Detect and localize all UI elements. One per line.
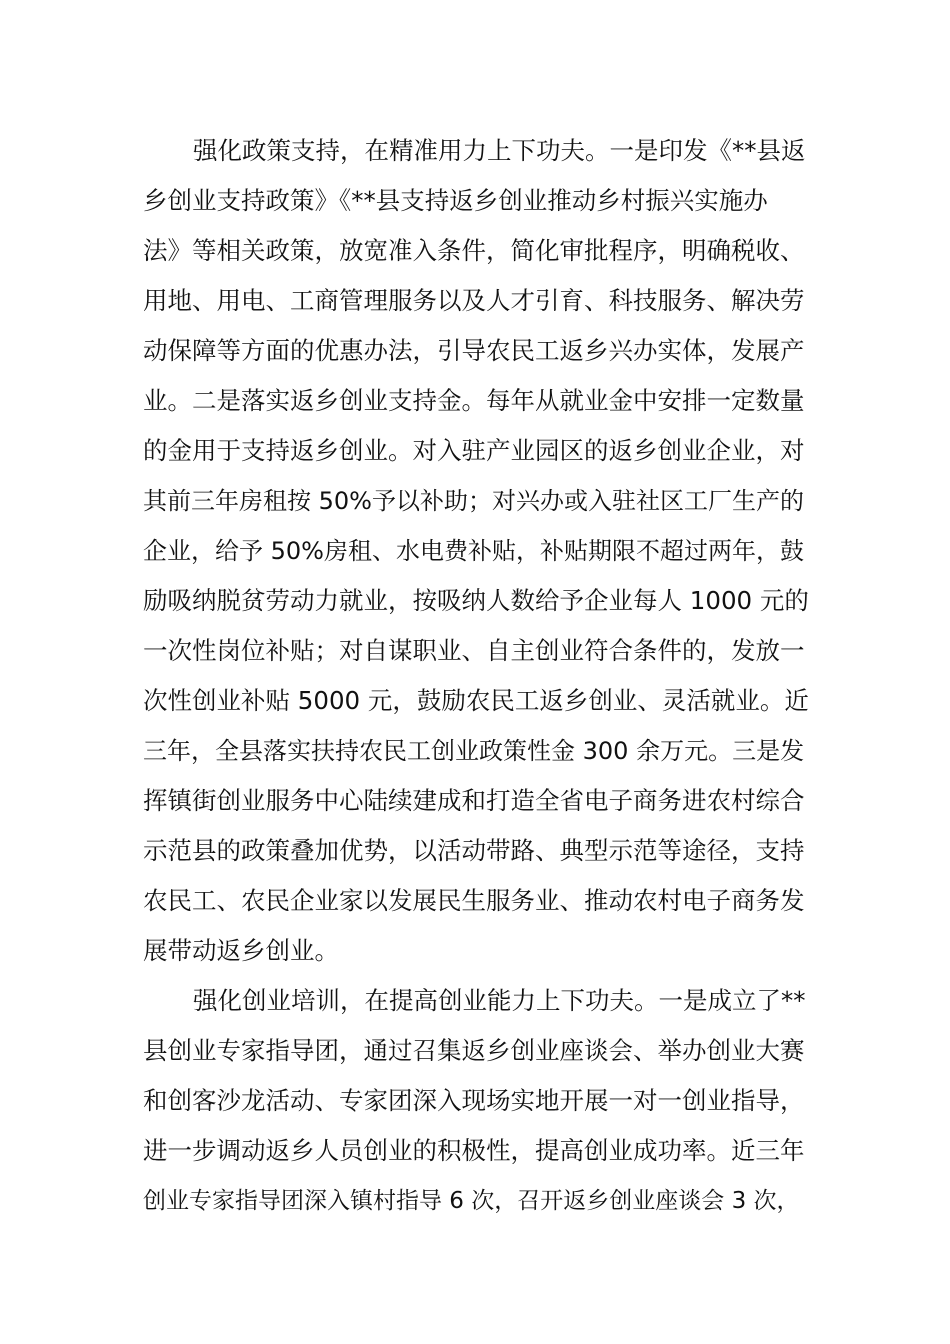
paragraph-1-line-16: 农民工、农民企业家以发展民生服务业、推动农村电子商务发 <box>143 886 805 915</box>
paragraph-2-line-5: 创业专家指导团深入镇村指导 6 次，召开返乡创业座谈会 3 次， <box>143 1188 800 1214</box>
paragraph-2-line-3: 和创客沙龙活动、专家团深入现场实地开展一对一创业指导， <box>143 1086 805 1115</box>
paragraph-1-line-1: 强化政策支持，在精准用力上下功夫。一是印发《**县返 <box>193 136 806 165</box>
paragraph-1-line-11: 一次性岗位补贴；对自谋职业、自主创业符合条件的，发放一 <box>143 636 805 665</box>
paragraph-1-line-13: 三年，全县落实扶持农民工创业政策性金 300 余万元。三是发 <box>143 737 805 765</box>
paragraph-1-line-3: 法》等相关政策，放宽准入条件，简化审批程序，明确税收、 <box>143 236 805 265</box>
paragraph-1-line-7: 的金用于支持返乡创业。对入驻产业园区的返乡创业企业，对 <box>143 436 805 465</box>
paragraph-1-line-10: 励吸纳脱贫劳动力就业，按吸纳人数给予企业每人 1000 元的 <box>143 586 809 615</box>
paragraph-1-line-12: 次性创业补贴 5000 元，鼓励农民工返乡创业、灵活就业。近 <box>143 686 809 715</box>
paragraph-1-line-9: 企业，给予 50%房租、水电费补贴，补贴期限不超过两年，鼓 <box>143 537 804 565</box>
paragraph-1-line-15: 示范县的政策叠加优势，以活动带路、典型示范等途径，支持 <box>143 836 805 865</box>
paragraph-1-line-4: 用地、用电、工商管理服务以及人才引育、科技服务、解决劳 <box>143 286 805 315</box>
paragraph-2-line-1: 强化创业培训，在提高创业能力上下功夫。一是成立了** <box>193 986 806 1015</box>
paragraph-1-line-17: 展带动返乡创业。 <box>143 936 339 965</box>
paragraph-1-line-2: 乡创业支持政策》《**县支持返乡创业推动乡村振兴实施办 <box>143 186 768 215</box>
paragraph-1-line-14: 挥镇街创业服务中心陆续建成和打造全省电子商务进农村综合 <box>143 786 805 815</box>
paragraph-2-line-2: 县创业专家指导团，通过召集返乡创业座谈会、举办创业大赛 <box>143 1036 805 1065</box>
paragraph-1-line-8: 其前三年房租按 50%予以补助；对兴办或入驻社区工厂生产的 <box>143 487 804 515</box>
paragraph-1-line-5: 动保障等方面的优惠办法，引导农民工返乡兴办实体，发展产 <box>143 336 805 365</box>
paragraph-2-line-4: 进一步调动返乡人员创业的积极性，提高创业成功率。近三年 <box>143 1136 805 1165</box>
paragraph-1-line-6: 业。二是落实返乡创业支持金。每年从就业金中安排一定数量 <box>143 386 805 415</box>
